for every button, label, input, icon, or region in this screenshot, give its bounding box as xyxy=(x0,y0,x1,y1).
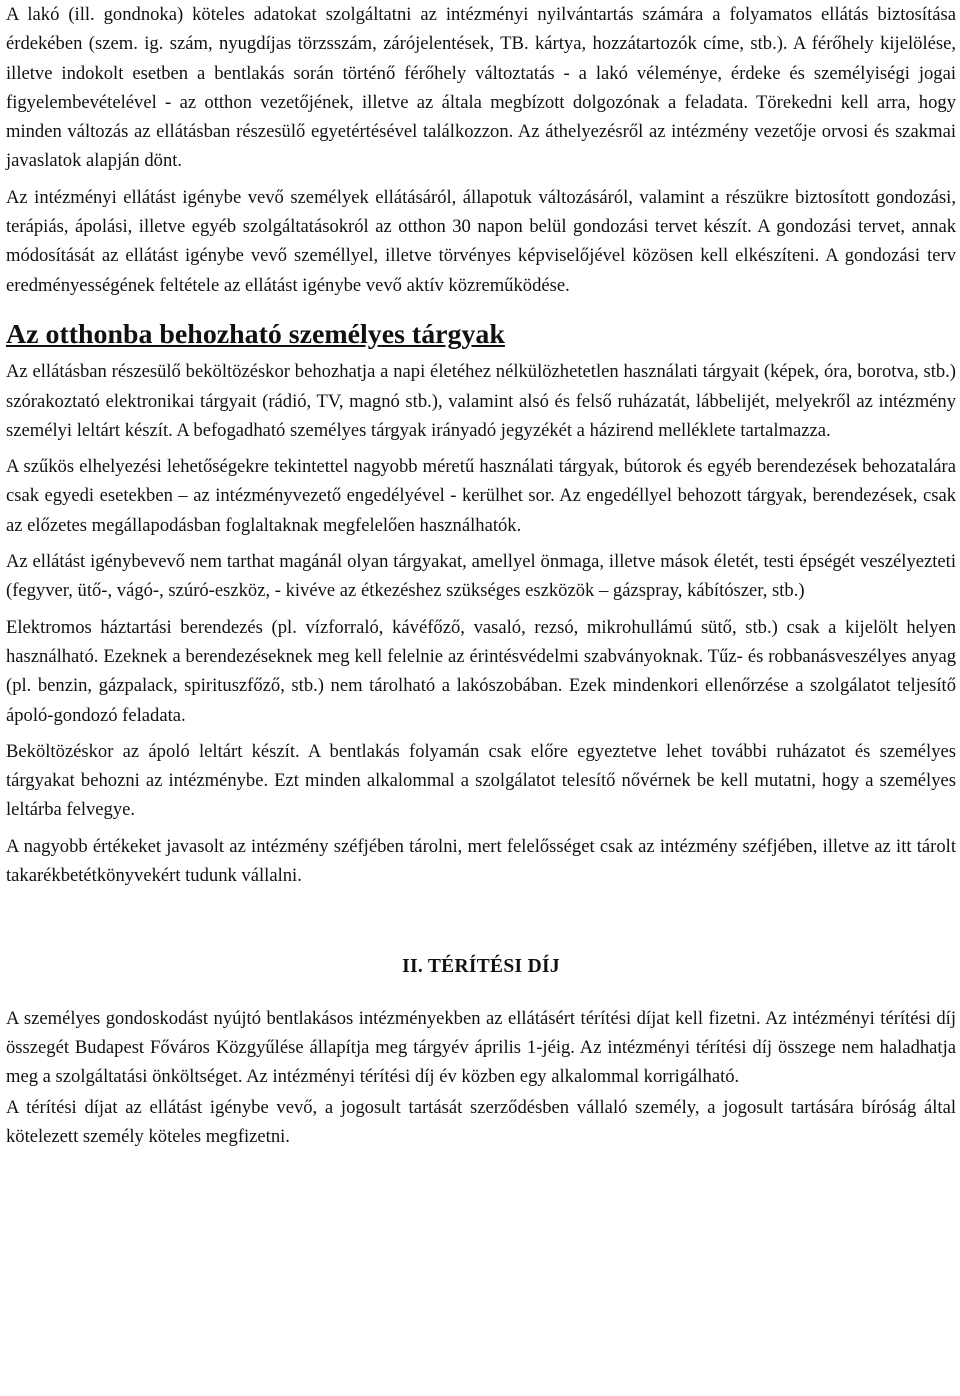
document-page xyxy=(6,0,956,1151)
paragraph-electric-appliances: Elektromos háztartási berendezés (pl. vízforraló, kávéfőző, vasaló, rezsó, mikrohullámú sütő, stb.) csak a kijelölt helyen használható. Ezeknek a berendezéseknek meg kell felelnie az érintésvédelmi szabványoknak. Tűz- és robbanásveszélyes anyag (pl. benzin, gázpalack, spirituszfőző, stb.) nem tárolható a lakószobában. Ezek mindenkori ellenőrzése a szolgálatot teljesítő ápoló-gondozó feladata. xyxy=(6,616,956,726)
section-title-personal-items: Az otthonba behozható személyes tárgyak xyxy=(6,318,505,350)
paragraph-resident-data: A lakó (ill. gondnoka) köteles adatokat szolgáltatni az intézményi nyilvántartás számára a folyamatos ellátás biztosítása érdekében (szem. ig. szám, nyugdíjas törzsszám, zárójelentések, TB. kártya, hozzátartozók címe, stb.). A férőhely kijelölése, illetve indokolt esetben a bentlakás során történő férőhely változtatás - a lakó véleménye, érdeke és személyiségi jogai figyelembevételével - az otthon vezetőjének, illetve az általa megbízott dolgozónak a feladata. Törekedni kell arra, hogy minden változás az ellátásban részesülő egyetértésével találkozzon. Az áthelyezésről az intézmény vezetője orvosi és szakmai javaslatok alapján dönt. xyxy=(6,4,956,172)
paragraph-items-allowed: Az ellátásban részesülő beköltözéskor behozhatja a napi életéhez nélkülözhetetlen használati tárgyait (képek, óra, borotva, stb.) szórakoztató elektronikai tárgyait (rádió, TV, magnó stb.), valamint alsó és felső ruházatát, lábbelijét, melyekről az intézmény személyi leltárt készít. A befogadható személyes tárgyak irányadó jegyzékét a házirend melléklete tartalmazza. xyxy=(6,361,956,441)
section-title-fee: II. TÉRÍTÉSI DÍJ xyxy=(402,956,560,978)
paragraph-fee-payment: A személyes gondoskodást nyújtó bentlakásos intézményekben az ellátásért térítési díjat kell fizetni. Az intézményi térítési díj összegét Budapest Főváros Közgyűlése állapítja meg tárgyév április 1-jéig. Az intézményi térítési díj összege nem haladhatja meg a szolgáltatási önköltséget. Az intézményi térítési díj év közben egy alkalommal korrigálható. xyxy=(6,1007,956,1088)
paragraph-large-items: A szűkös elhelyezési lehetőségekre tekintettel nagyobb méretű használati tárgyak, bútorok és egyéb berendezések behozatalára csak egyedi esetekben – az intézményvezető engedélyével - kerülhet sor. Az engedéllyel behozott tárgyak, berendezések, csak az előzetes megállapodásban foglaltaknak megfelelően használhatók. xyxy=(6,456,956,536)
paragraph-care-plan: Az intézményi ellátást igénybe vevő személyek ellátásáról, állapotuk változásáról, valamint a részükre biztosított gondozási, terápiás, ápolási, illetve egyéb szolgáltatásokról az otthon 30 napon belül gondozási tervet készít. A gondozási tervet, annak módosítását az ellátást igénybe vevő személlyel, illetve törvényes képviselőjével közösen kell elkészíteni. A gondozási terv eredményességének feltétele az ellátást igénybe vevő aktív közreműködése. xyxy=(6,186,956,296)
paragraph-dangerous-items: Az ellátást igénybevevő nem tarthat magánál olyan tárgyakat, amellyel önmaga, illetve mások életét, testi épségét veszélyezteti (fegyver, ütő-, vágó-, szúró-eszköz, - kivéve az étkezéshez szükséges eszközök – gázspray, kábítószer, stb.) xyxy=(6,551,956,602)
paragraph-fee-obligation: A térítési díjat az ellátást igénybe vevő, a jogosult tartását szerződésben vállaló személy, a jogosult tartására bíróság által kötelezett személy köteles megfizetni. xyxy=(6,1096,956,1147)
paragraph-inventory: Beköltözéskor az ápoló leltárt készít. A bentlakás folyamán csak előre egyeztetve lehet további ruházatot és személyes tárgyakat behozni az intézménybe. Ezt minden alkalommal a szolgálatot telesítő nővérnek be kell mutatni, hogy a személyes leltárba felvegye. xyxy=(6,740,956,821)
paragraph-valuables: A nagyobb értékeket javasolt az intézmény széfjében tárolni, mert felelősséget csak az intézmény széfjében, illetve az itt tárolt takarékbetétkönyvekért tudunk vállalni. xyxy=(6,835,956,887)
